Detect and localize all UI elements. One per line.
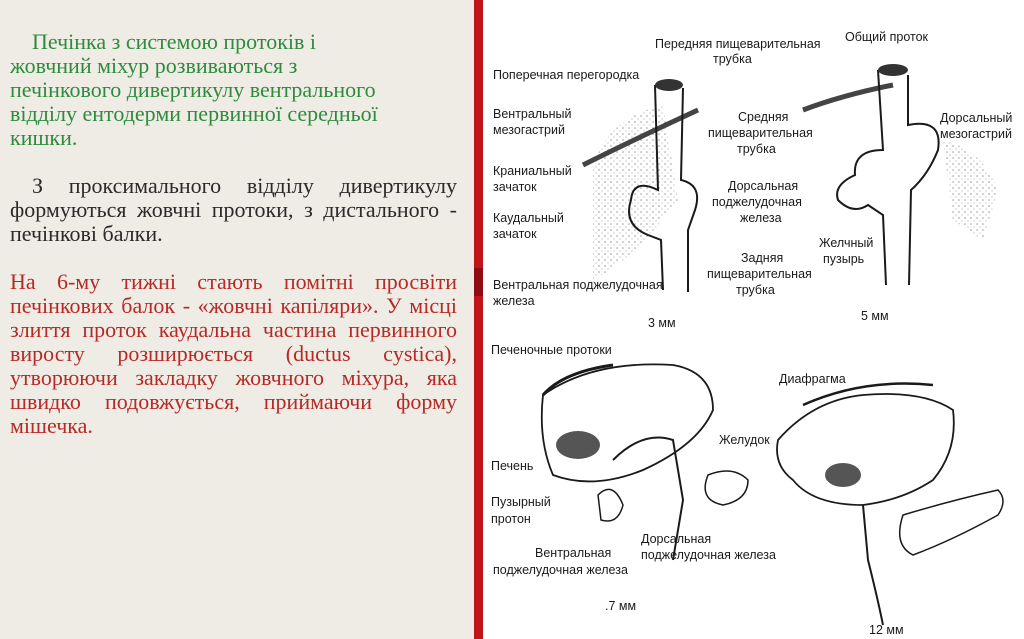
liver-7mm: [542, 364, 713, 481]
label-liver: Печень: [491, 459, 534, 473]
label-common-duct: Общий проток: [845, 30, 929, 44]
label-size-7mm: .7 мм: [605, 599, 637, 613]
label-dorsal-panc-7-2: поджелудочная железа: [641, 548, 776, 562]
label-hindgut-3: трубка: [736, 283, 775, 297]
accent-divider: [474, 0, 483, 639]
label-size-3mm: 3 мм: [648, 316, 676, 330]
label-caudal-2: зачаток: [493, 227, 537, 241]
panel-5mm: [803, 30, 1012, 323]
gut-lumen-3mm: [655, 79, 683, 91]
text-panel: [0, 0, 474, 639]
label-cystic-1: Пузырный: [491, 495, 551, 509]
dorsal-pancreas-7mm: [705, 471, 748, 505]
label-ventral-meso-2: мезогастрий: [493, 123, 565, 137]
label-midgut-1: Средняя: [738, 110, 789, 124]
label-gallbladder-1: Желчный: [819, 236, 874, 250]
embryology-figure: [483, 0, 1024, 639]
label-dorsal-meso-2: мезогастрий: [940, 127, 1012, 141]
label-diaphragm: Диафрагма: [779, 372, 846, 386]
mesenchyme-5mm: [943, 140, 998, 240]
panel-3mm: [493, 37, 821, 330]
para1-line1: Печінка з системою протоків і: [32, 29, 317, 54]
label-hepatic-ducts: Печеночные протоки: [491, 343, 612, 357]
label-dorsal-panc-3: железа: [740, 211, 782, 225]
duodenum-12mm: [863, 505, 883, 625]
label-hindgut-2: пищеварительная: [707, 267, 812, 281]
label-cranial-1: Краниальный: [493, 164, 572, 178]
label-caudal-1: Каудальный: [493, 211, 564, 225]
label-ventral-panc-2: железа: [493, 294, 535, 308]
label-cystic-2: протон: [491, 512, 531, 526]
liver-development-diagram: [483, 0, 1024, 639]
paragraph-ducts: З проксимального відділу дивертикулу формуються жовчні протоки, з дистального - печінкові балки.: [10, 173, 457, 246]
label-ventral-meso-1: Вентральный: [493, 107, 572, 121]
label-dorsal-panc-1: Дорсальная: [728, 179, 799, 193]
label-dorsal-meso-1: Дорсальный: [940, 111, 1013, 125]
panel-7mm: [491, 343, 776, 613]
gallbladder-12mm: [825, 463, 861, 487]
slide-text: [10, 30, 457, 462]
ventral-pancreas-7mm: [598, 489, 623, 521]
mesenchyme-3mm: [593, 105, 678, 280]
label-cranial-2: зачаток: [493, 180, 537, 194]
pancreas-12mm: [900, 490, 1003, 555]
label-size-5mm: 5 мм: [861, 309, 889, 323]
label-foregut-2: трубка: [713, 52, 752, 66]
para1-line5: кишки.: [10, 125, 78, 150]
liver-12mm: [777, 394, 954, 505]
paragraph-gallbladder: На 6-му тижні стають помітні просвіти печінкових балок - «жовчні капіляри». У місці злиття проток каудальна частина первинного виросту розширюється (ductus cystica), утворюючи закладку жовчного міхура, яка швидко подовжується, приймаючи форму мішечка.: [10, 269, 457, 438]
label-foregut-1: Передняя пищеварительная: [655, 37, 821, 51]
panel-12mm: [777, 372, 1003, 637]
label-midgut-2: пищеварительная: [708, 126, 813, 140]
gut-lumen-5mm: [878, 64, 908, 76]
label-gallbladder-2: пузырь: [823, 252, 865, 266]
label-ventral-panc-1: Вентральная поджелудочная: [493, 278, 663, 292]
para1-line3: печінкового дивертикулу вентрального: [10, 77, 376, 102]
label-stomach: Желудок: [719, 433, 770, 447]
label-ventral-panc-7-2: поджелудочная железа: [493, 563, 628, 577]
label-dorsal-panc-2: поджелудочная: [712, 195, 802, 209]
label-midgut-3: трубка: [737, 142, 776, 156]
divider-marker: [474, 268, 483, 296]
para1-line2: жовчний міхур розвиваються з: [10, 53, 298, 78]
label-dorsal-panc-7-1: Дорсальная: [641, 532, 712, 546]
gallbladder-7mm: [556, 431, 600, 459]
gut-tube-right-5mm: [908, 75, 939, 285]
label-size-12mm: 12 мм: [869, 623, 904, 637]
para1-line4: відділу ентодерми первинної середньої: [10, 101, 378, 126]
label-ventral-panc-7-1: Вентральная: [535, 546, 612, 560]
label-hindgut-1: Задняя: [741, 251, 784, 265]
paragraph-liver-origin: [10, 30, 457, 150]
label-septum: Поперечная перегородка: [493, 68, 640, 82]
